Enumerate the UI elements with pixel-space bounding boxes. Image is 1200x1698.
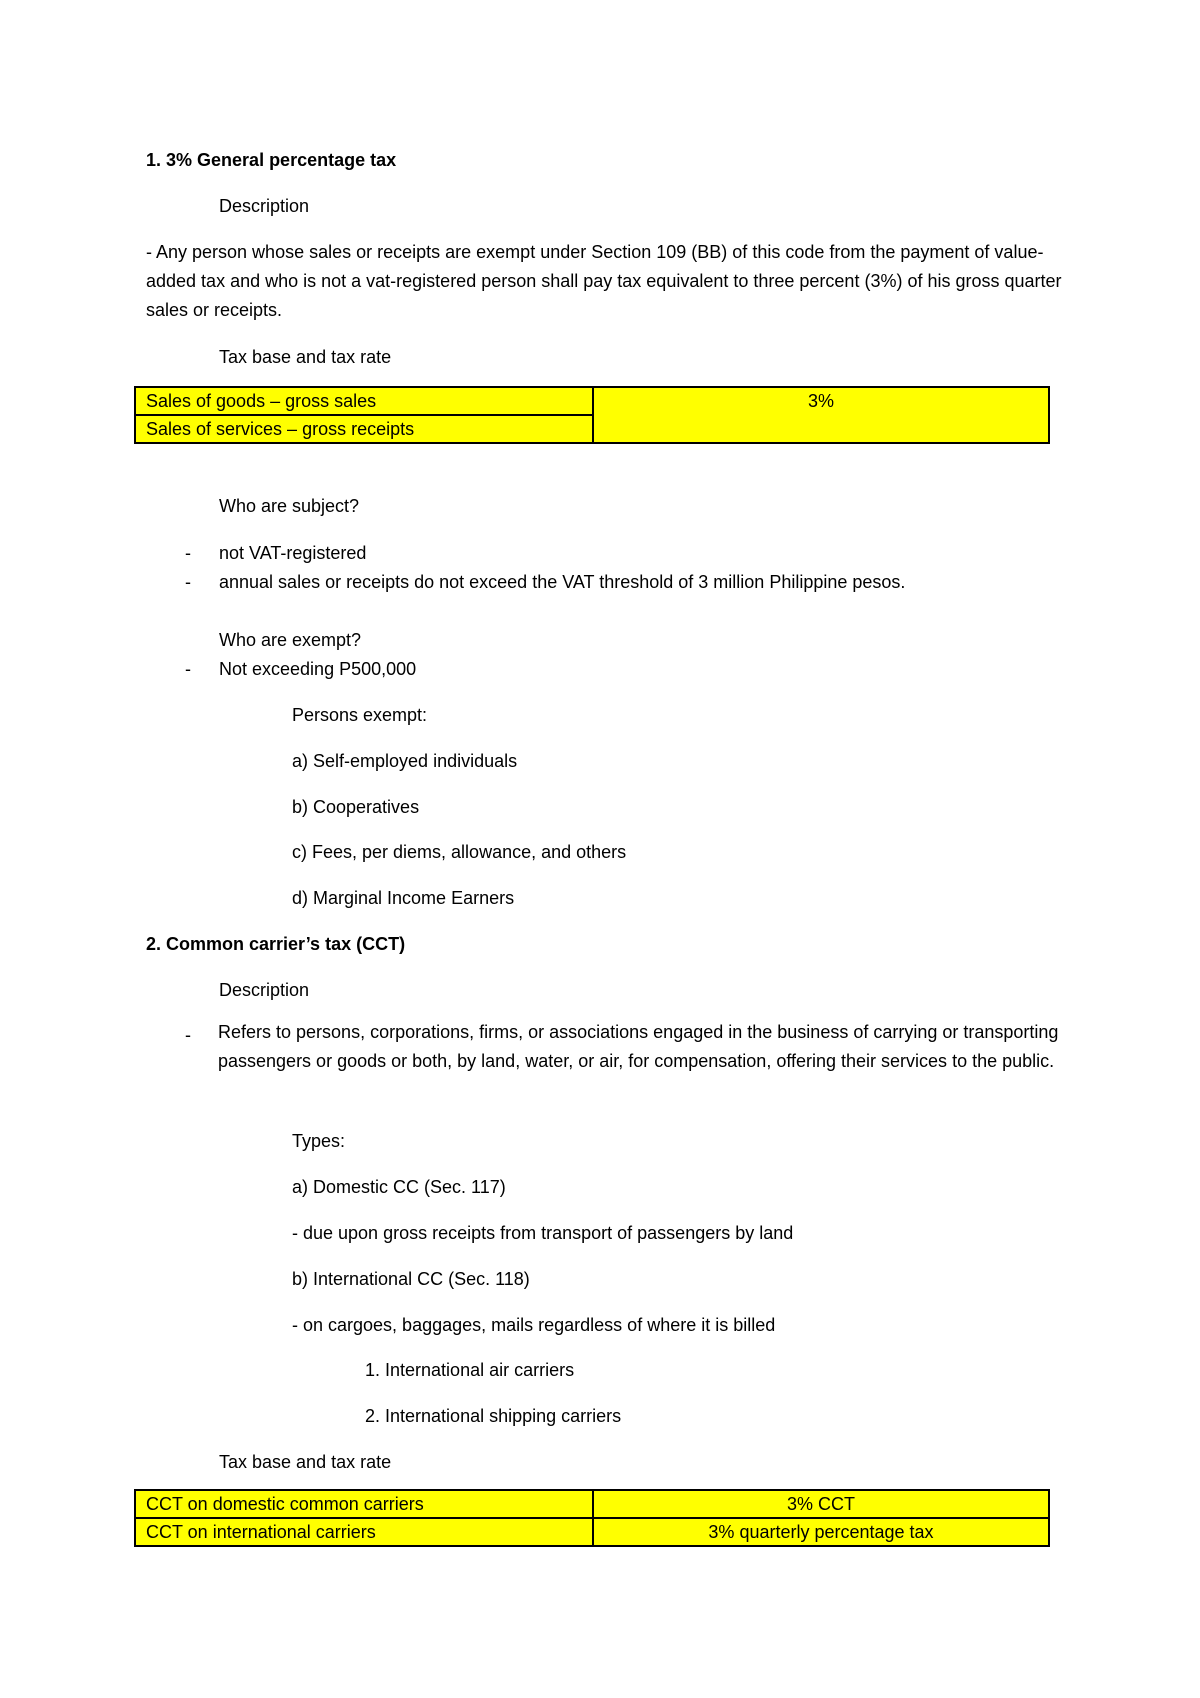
subject-label: Who are subject?: [219, 496, 360, 516]
section2-tax-table: [134, 1489, 1050, 1547]
type-a: a) Domestic CC (Sec. 117): [292, 1177, 506, 1197]
type-b: b) International CC (Sec. 118): [292, 1269, 530, 1289]
table-row: [135, 387, 1049, 415]
section1-heading: 1. 3% General percentage tax: [146, 150, 397, 170]
bullet-dash: -: [185, 659, 191, 679]
section2-description-label: Description: [219, 980, 310, 1000]
persons-exempt-item: b) Cooperatives: [292, 797, 420, 817]
bullet-dash: -: [185, 1025, 191, 1045]
table-cell-label: CCT on domestic common carriers: [135, 1490, 593, 1518]
bullet-dash: -: [185, 543, 191, 563]
persons-exempt-item: c) Fees, per diems, allowance, and others: [292, 842, 627, 862]
table-row: [135, 1490, 1049, 1518]
table-cell-rate: 3% CCT: [593, 1490, 1049, 1518]
persons-exempt-item: d) Marginal Income Earners: [292, 888, 515, 908]
table-cell-label: CCT on international carriers: [135, 1518, 593, 1546]
section2-description-text: Refers to persons, corporations, firms, or associations engaged in the business of carrying or transporting passengers or goods or both, by land, water, or air, for compensation, offering their services to the public.: [218, 1022, 1059, 1071]
persons-exempt-item: a) Self-employed individuals: [292, 751, 518, 771]
type-b-note: - on cargoes, baggages, mails regardless of where it is billed: [292, 1315, 776, 1335]
section1-tax-base-label: Tax base and tax rate: [219, 347, 392, 367]
table-cell-label: Sales of services – gross receipts: [135, 415, 593, 443]
type-b-item: 1. International air carriers: [365, 1360, 575, 1380]
section2-tax-base-label: Tax base and tax rate: [219, 1452, 392, 1472]
exempt-item: Not exceeding P500,000: [219, 659, 417, 679]
subject-item: not VAT-registered: [219, 543, 367, 563]
exempt-label: Who are exempt?: [219, 630, 362, 650]
section2-heading: 2. Common carrier’s tax (CCT): [146, 934, 406, 954]
table-cell-label: Sales of goods – gross sales: [135, 387, 593, 415]
type-a-note: - due upon gross receipts from transport of passengers by land: [292, 1223, 794, 1243]
persons-exempt-label: Persons exempt:: [292, 705, 428, 725]
table-cell-rate: 3%: [593, 387, 1049, 443]
bullet-dash: -: [185, 572, 191, 592]
section1-description-text: - Any person whose sales or receipts are exempt under Section 109 (BB) of this code from the payment of value-added tax and who is not a vat-registered person shall pay tax equivalent to three percent (3%) of his gross quarter sales or receipts.: [146, 242, 1062, 320]
section1-tax-table: [134, 386, 1050, 444]
table-cell-rate: 3% quarterly percentage tax: [593, 1518, 1049, 1546]
types-label: Types:: [292, 1131, 346, 1151]
table-row: [135, 1518, 1049, 1546]
type-b-item: 2. International shipping carriers: [365, 1406, 622, 1426]
subject-item: annual sales or receipts do not exceed the VAT threshold of 3 million Philippine pesos.: [219, 572, 906, 592]
section1-description-label: Description: [219, 196, 310, 216]
